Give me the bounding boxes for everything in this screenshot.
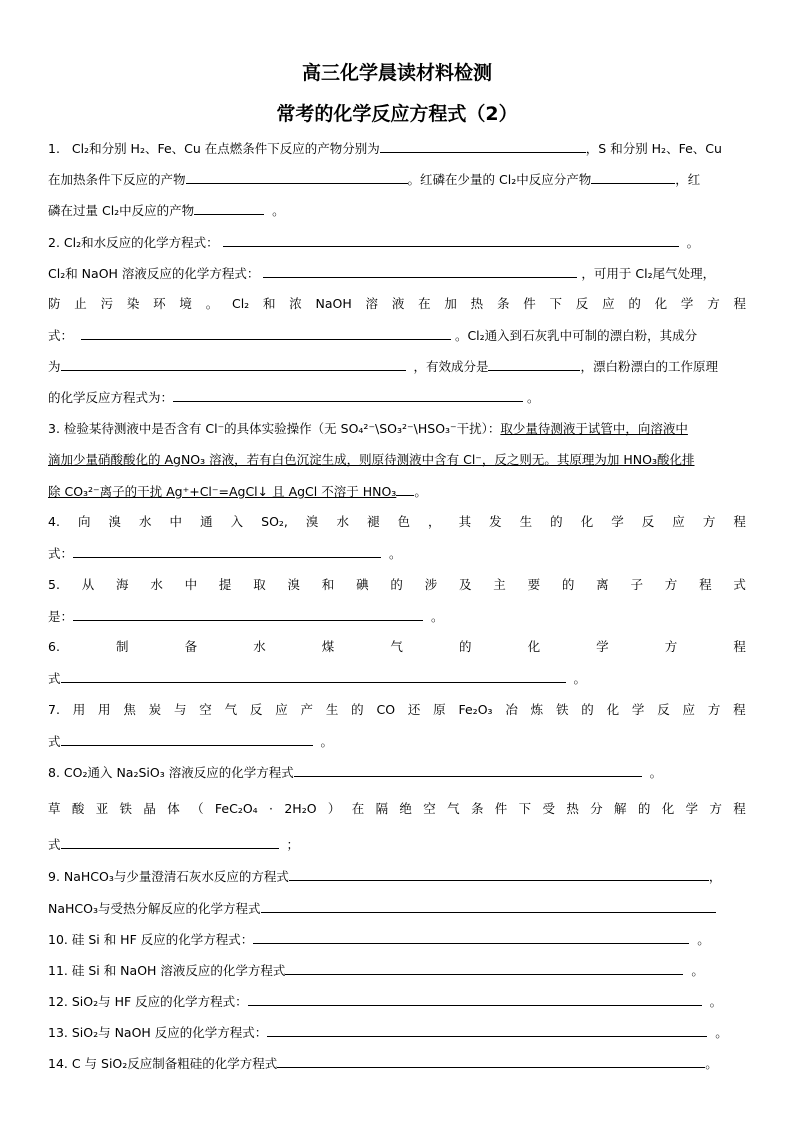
q10-line: 10. 硅 Si 和 HF 反应的化学方程式： 。 [48, 932, 710, 947]
text-segment: 6. [48, 639, 60, 654]
text-segment: 隔 [375, 801, 389, 816]
text-segment: 条 [470, 801, 484, 816]
q5-line1 [48, 577, 746, 593]
text-segment: 境 [179, 296, 192, 311]
text-segment: 其 [458, 514, 472, 529]
text-segment: 主 [493, 577, 506, 592]
text-segment: 受 [542, 801, 555, 816]
text-segment: 反 [657, 702, 670, 717]
text-segment: 溴 [108, 514, 121, 529]
text-segment: 空 [199, 702, 212, 717]
q13-line: 13. SiO₂与 NaOH 反应的化学方程式： 。 [48, 1025, 728, 1040]
text-segment: 子 [630, 577, 643, 592]
text-segment: 草 [48, 801, 61, 816]
answer-blank[interactable] [223, 234, 679, 247]
answer-blank[interactable] [186, 171, 408, 184]
text-segment: 铁 [555, 702, 569, 717]
text-segment: 浓 [289, 296, 302, 311]
text-segment: 应 [672, 514, 685, 529]
q6-line1 [48, 639, 746, 655]
answer-blank[interactable] [61, 733, 313, 746]
answer-blank[interactable] [248, 993, 702, 1006]
text-segment: 方 [709, 801, 722, 816]
text-segment: 方 [707, 702, 721, 717]
text-segment: 分 [590, 801, 603, 816]
text-segment: 学 [680, 296, 694, 311]
text-segment: 入 [230, 514, 244, 529]
q11-line: 11. 硅 Si 和 NaOH 溶液反应的化学方程式 。 [48, 963, 704, 978]
text-segment: 水 [139, 514, 152, 529]
text-segment: 反 [249, 702, 263, 717]
answer-blank [396, 483, 414, 496]
text-segment: 应 [275, 702, 288, 717]
text-segment: 亚 [95, 801, 109, 816]
answer-blank[interactable] [267, 1024, 707, 1037]
q8-line1: 8. CO₂通入 Na₂SiO₃ 溶液反应的化学方程式 。 [48, 765, 663, 780]
text-segment: 式 [733, 577, 746, 592]
text-segment: 炭 [148, 702, 162, 717]
text-segment: 生 [519, 514, 533, 529]
text-segment: 体 [167, 801, 180, 816]
text-segment: 褪 [366, 514, 380, 529]
text-segment: 涉 [424, 577, 438, 592]
q9-line2: NaHCO₃与受热分解反应的化学方程式 [48, 900, 746, 917]
q2-line5: 为 ，有效成分是 ，漂白粉漂白的工作原理 [48, 359, 718, 374]
text-segment: 的 [561, 577, 575, 592]
text-segment: 7. [48, 702, 60, 717]
text-segment: 学 [596, 639, 609, 654]
answer-blank[interactable] [253, 931, 689, 944]
q4-line2: 式： 。 [48, 546, 402, 561]
text-segment: 化 [580, 514, 594, 529]
page-subtitle: 常考的化学反应方程式（2） [276, 103, 518, 125]
text-segment: SO₂, [261, 514, 288, 529]
text-segment: 提 [218, 577, 232, 592]
answer-blank[interactable] [61, 670, 566, 683]
answer-blank[interactable] [81, 327, 451, 340]
text-segment: 下 [518, 801, 532, 816]
text-segment: 的 [637, 801, 651, 816]
answer-blank[interactable] [294, 764, 642, 777]
answer-blank[interactable] [261, 900, 716, 913]
text-segment: 加 [444, 296, 457, 311]
text-segment: 发 [489, 514, 502, 529]
text-segment: 溴 [305, 514, 319, 529]
text-segment: 学 [611, 514, 624, 529]
text-segment: Cl₂ [231, 296, 250, 311]
text-segment: 反 [575, 296, 589, 311]
text-segment: 化 [606, 702, 620, 717]
text-segment: 学 [685, 801, 699, 816]
q2-line4: 式： 。Cl₂通入到石灰乳中可制的漂白粉，其成分 [48, 328, 698, 343]
text-segment: 用 [98, 702, 111, 717]
q8-line3: 式 ； [48, 837, 299, 852]
text-segment: 污 [100, 296, 114, 311]
text-segment: 的 [581, 702, 594, 717]
text-segment: 向 [77, 514, 91, 529]
text-segment: 碘 [356, 577, 369, 592]
text-segment: 溶 [365, 296, 379, 311]
text-segment: 热 [566, 801, 579, 816]
text-segment: 中 [184, 577, 198, 592]
text-segment: 炼 [530, 702, 544, 717]
text-segment: 备 [184, 639, 198, 654]
q7-line2: 式 。 [48, 734, 333, 749]
text-segment: 条 [496, 296, 510, 311]
q8-line2 [48, 801, 746, 817]
q1-line2: 在加热条件下反应的产物 。红磷在少量的 Cl₂中反应分产物 ，红 [48, 172, 701, 187]
text-segment: 还 [407, 702, 421, 717]
q9-line1: 9. NaHCO₃与少量澄清石灰水反应的方程式 ， [48, 869, 722, 884]
text-segment: 应 [682, 702, 696, 717]
text-segment: 制 [116, 639, 129, 654]
q2-line6: 的化学反应方程式为： 。 [48, 390, 540, 405]
text-segment: 气 [224, 702, 238, 717]
text-segment: 化 [527, 639, 541, 654]
text-segment: 及 [458, 577, 472, 592]
text-segment: Fe₂O₃ [458, 702, 493, 717]
text-segment: 止 [74, 296, 87, 311]
answer-blank[interactable] [61, 358, 406, 371]
text-segment: 环 [153, 296, 166, 311]
text-segment: 绝 [399, 801, 412, 816]
text-segment: 防 [48, 296, 61, 311]
text-segment: （ [191, 801, 204, 816]
q3-line2: 滴加少量硝酸酸化的 AgNO₃ 溶液，若有白色沉淀生成，则原待测液中含有 Cl⁻，反之则无。其原理为加 HNO₃酸化排 [48, 452, 695, 467]
text-segment: 产 [300, 702, 314, 717]
text-segment: 解 [614, 801, 627, 816]
text-segment: 程 [699, 577, 712, 592]
text-segment: 中 [169, 514, 183, 529]
text-segment: ， [428, 514, 441, 529]
text-segment: 溴 [287, 577, 301, 592]
text-segment: 的 [351, 702, 364, 717]
text-segment: 水 [336, 514, 349, 529]
text-segment: 的 [628, 296, 641, 311]
text-segment: 用 [72, 702, 86, 717]
text-segment: 的 [390, 577, 403, 592]
q1-line3: 磷在过量 Cl₂中反应的产物 。 [48, 203, 285, 218]
text-segment: 海 [116, 577, 129, 592]
text-segment: 下 [549, 296, 563, 311]
text-segment: 与 [173, 702, 187, 717]
text-segment: CO [376, 702, 396, 717]
answer-blank[interactable] [285, 962, 683, 975]
text-segment: 在 [418, 296, 431, 311]
answer-blank[interactable] [488, 358, 580, 371]
text-segment: 酸 [71, 801, 85, 816]
text-segment: FeC₂O₄ [214, 801, 258, 816]
text-segment: 气 [447, 801, 460, 816]
text-segment: 方 [707, 296, 720, 311]
text-segment: 和 [262, 296, 276, 311]
text-segment: 在 [351, 801, 365, 816]
text-segment: NaOH [315, 296, 352, 311]
text-segment: 焦 [123, 702, 136, 717]
text-segment: 要 [527, 577, 541, 592]
text-segment: 煤 [321, 639, 335, 654]
text-segment: 色 [397, 514, 411, 529]
text-segment: 5. [48, 577, 60, 592]
text-segment: 通 [200, 514, 213, 529]
text-segment: 化 [654, 296, 668, 311]
q4-line1 [48, 514, 746, 530]
answer-blank[interactable] [263, 265, 577, 278]
answer-blank[interactable] [61, 836, 279, 849]
q14-line: 14. C 与 SiO₂反应制备粗硅的化学方程式 。 [48, 1056, 718, 1071]
text-segment: · [269, 801, 274, 816]
q7-line1 [48, 702, 746, 718]
text-segment: 程 [733, 801, 746, 816]
text-segment: 件 [494, 801, 508, 816]
text-segment: 方 [664, 639, 678, 654]
q3-line3: 除 CO₃²⁻离子的干扰 Ag⁺+Cl⁻=AgCl↓ 且 AgCl 不溶于 HNO₃ 。 [48, 484, 427, 499]
text-segment: 铁 [119, 801, 133, 816]
q5-line2: 是： 。 [48, 609, 444, 624]
text-segment: 从 [81, 577, 95, 592]
text-segment: 程 [733, 639, 746, 654]
text-segment: 染 [126, 296, 140, 311]
text-segment: 原 [433, 702, 446, 717]
q3-line1: 3. 检验某待测液中是否含有 Cl⁻的具体实验操作（无 SO₄²⁻\SO₃²⁻\HSO₃⁻干扰）：取少量待测液于试管中，向溶液中 [48, 421, 688, 436]
text-segment: 冶 [505, 702, 518, 717]
text-segment: 方 [702, 514, 716, 529]
answer-blank[interactable] [73, 545, 381, 558]
text-segment: 的 [458, 639, 472, 654]
q6-line2: 式 。 [48, 671, 586, 686]
text-segment: 应 [602, 296, 615, 311]
text-segment: 程 [733, 296, 746, 311]
answer-blank[interactable] [194, 202, 264, 215]
text-segment: ） [327, 801, 341, 816]
answer-blank[interactable] [277, 1055, 705, 1068]
text-segment: 2H₂O [284, 801, 317, 816]
answer-blank[interactable] [289, 868, 709, 881]
text-segment: 件 [523, 296, 536, 311]
q2-line1: 2. Cl₂和水反应的化学方程式： 。 [48, 235, 700, 250]
text-segment: 学 [631, 702, 645, 717]
text-segment: 热 [470, 296, 484, 311]
text-segment: 空 [423, 801, 436, 816]
answer-blank[interactable] [591, 171, 675, 184]
q2-line3 [48, 296, 746, 312]
text-segment: 程 [733, 514, 746, 529]
q12-line: 12. SiO₂与 HF 反应的化学方程式： 。 [48, 994, 723, 1009]
text-segment: 的 [550, 514, 563, 529]
text-segment: 生 [325, 702, 339, 717]
q1-line1: 1. Cl₂和分别 H₂、Fe、Cu 在点燃条件下反应的产物分别为 ，S 和分别 H₂、Fe、Cu [48, 141, 722, 156]
text-segment: 取 [253, 577, 266, 592]
q2-line2: Cl₂和 NaOH 溶液反应的化学方程式： ，可用于 Cl₂尾气处理， [48, 266, 716, 281]
text-segment: 水 [253, 639, 266, 654]
text-segment: 4. [48, 514, 60, 529]
answer-blank[interactable] [73, 608, 423, 621]
text-segment: 水 [150, 577, 163, 592]
text-segment: 晶 [143, 801, 156, 816]
text-segment: 反 [641, 514, 655, 529]
answer-blank[interactable] [380, 140, 586, 153]
text-segment: 程 [733, 702, 746, 717]
text-segment: 气 [390, 639, 403, 654]
page-title: 高三化学晨读材料检测 [301, 62, 492, 84]
text-segment: 液 [391, 296, 405, 311]
text-segment: 和 [321, 577, 335, 592]
text-segment: 。 [205, 296, 219, 311]
answer-blank[interactable] [173, 389, 523, 402]
text-segment: 化 [661, 801, 675, 816]
text-segment: 方 [664, 577, 678, 592]
text-segment: 离 [596, 577, 609, 592]
